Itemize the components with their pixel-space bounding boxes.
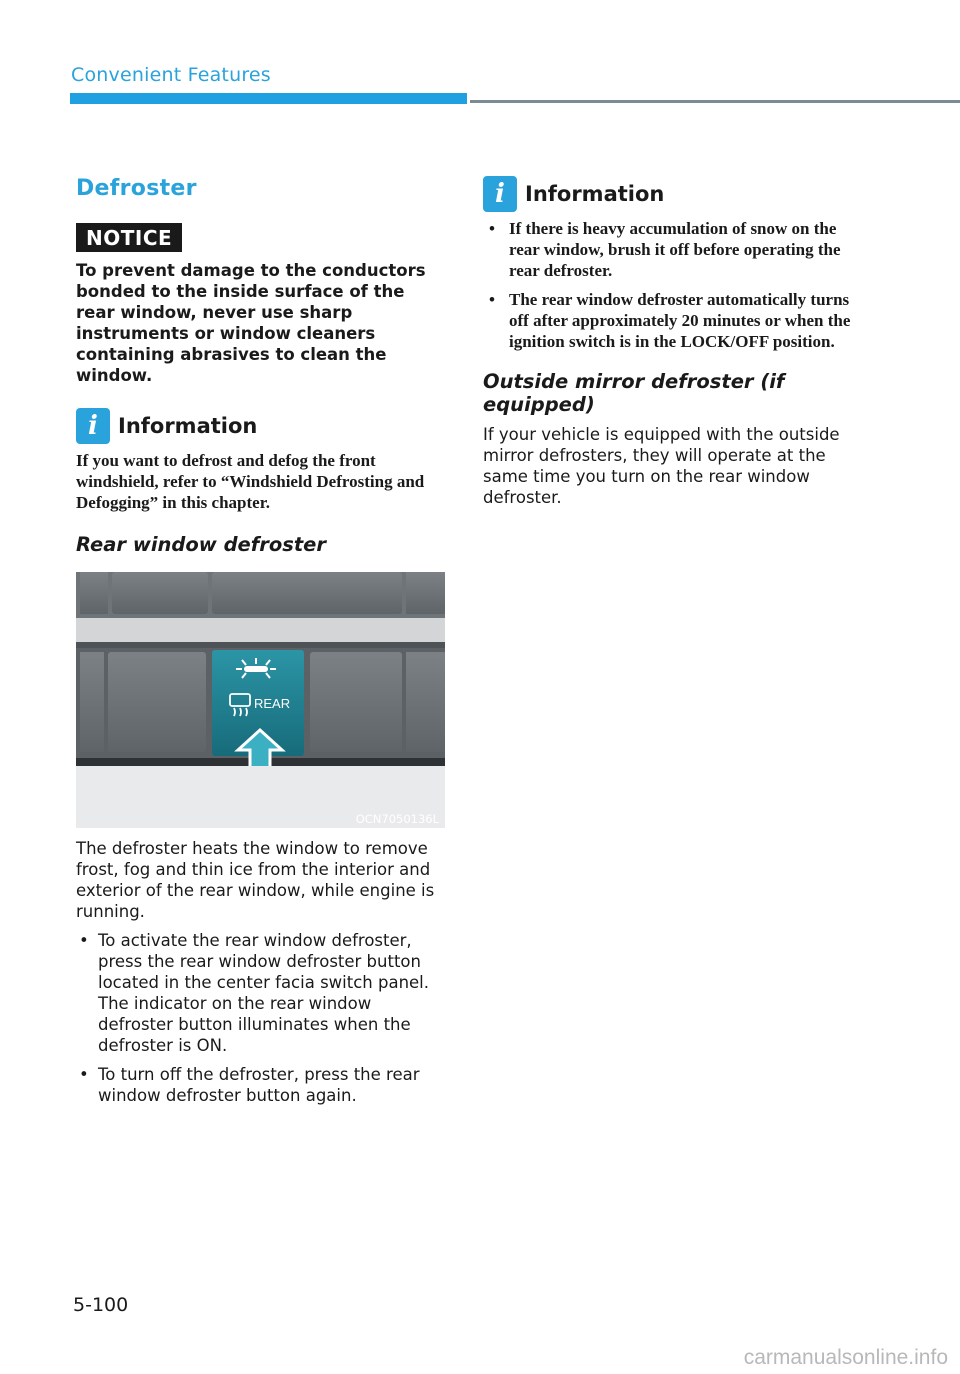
- info-header: [76, 408, 448, 444]
- watermark: carmanualsonline.info: [743, 1346, 948, 1369]
- list-item-text: The rear window defroster automatically turns off after approximately 20 minutes or when the ignition switch is in the LOCK/OFF position.: [509, 290, 851, 351]
- header-rule: [470, 100, 960, 103]
- body-text: If your vehicle is equipped with the outside mirror defrosters, they will operate at the same time you turn on the rear window defroster.: [483, 425, 840, 507]
- switch-panel-illustration: [76, 572, 445, 828]
- notice-text: To prevent damage to the conductors bonded to the inside surface of the rear window, never use sharp instruments or window cleaners containing abrasives to clean the window.: [76, 261, 426, 385]
- list-item-text: If there is heavy accumulation of snow on the rear window, brush it off before operating the rear defroster.: [509, 219, 841, 280]
- bullet-dot: •: [489, 219, 495, 238]
- list-item-text: To turn off the defroster, press the rear window defroster button again.: [98, 1065, 420, 1105]
- bullet-dot: •: [79, 931, 89, 950]
- body-text: The defroster heats the window to remove frost, fog and thin ice from the interior and exterior of the rear window, while engine is running.: [76, 839, 435, 921]
- info-icon: i: [76, 408, 110, 444]
- section-title: Defroster: [76, 176, 197, 201]
- subsection-title: Outside mirror defroster (if equipped): [483, 370, 785, 416]
- defroster-button-photo: [76, 572, 445, 828]
- bullet-dot: •: [489, 290, 495, 309]
- page-number: 5-100: [73, 1294, 129, 1316]
- info-bullet-list: [483, 218, 863, 352]
- bullet-list: [76, 930, 448, 1106]
- list-item: [483, 218, 863, 281]
- right-column: [483, 176, 863, 508]
- left-column: [76, 176, 448, 1114]
- info-title: Information: [525, 182, 665, 206]
- list-item-text: To activate the rear window defroster, press the rear window defroster button located in the center facia switch panel. The indicator on the rear window defroster button illuminates when the defroster is ON.: [98, 931, 430, 1055]
- bullet-dot: •: [79, 1065, 89, 1084]
- list-item: [483, 289, 863, 352]
- list-item: [76, 1064, 448, 1106]
- running-header: Convenient Features: [71, 64, 271, 86]
- notice-badge: NOTICE: [76, 223, 182, 252]
- rear-button-label: REAR: [254, 696, 291, 711]
- info-icon: i: [483, 176, 517, 212]
- image-caption: OCN7050136L: [355, 812, 439, 826]
- info-header: [483, 176, 863, 212]
- header-rule-accent: [70, 93, 467, 104]
- info-text: If you want to defrost and defog the front windshield, refer to “Windshield Defrosting and Defogging” in this chapter.: [76, 451, 425, 512]
- list-item: [76, 930, 448, 1056]
- info-title: Information: [118, 414, 258, 438]
- subsection-title: Rear window defroster: [76, 533, 327, 556]
